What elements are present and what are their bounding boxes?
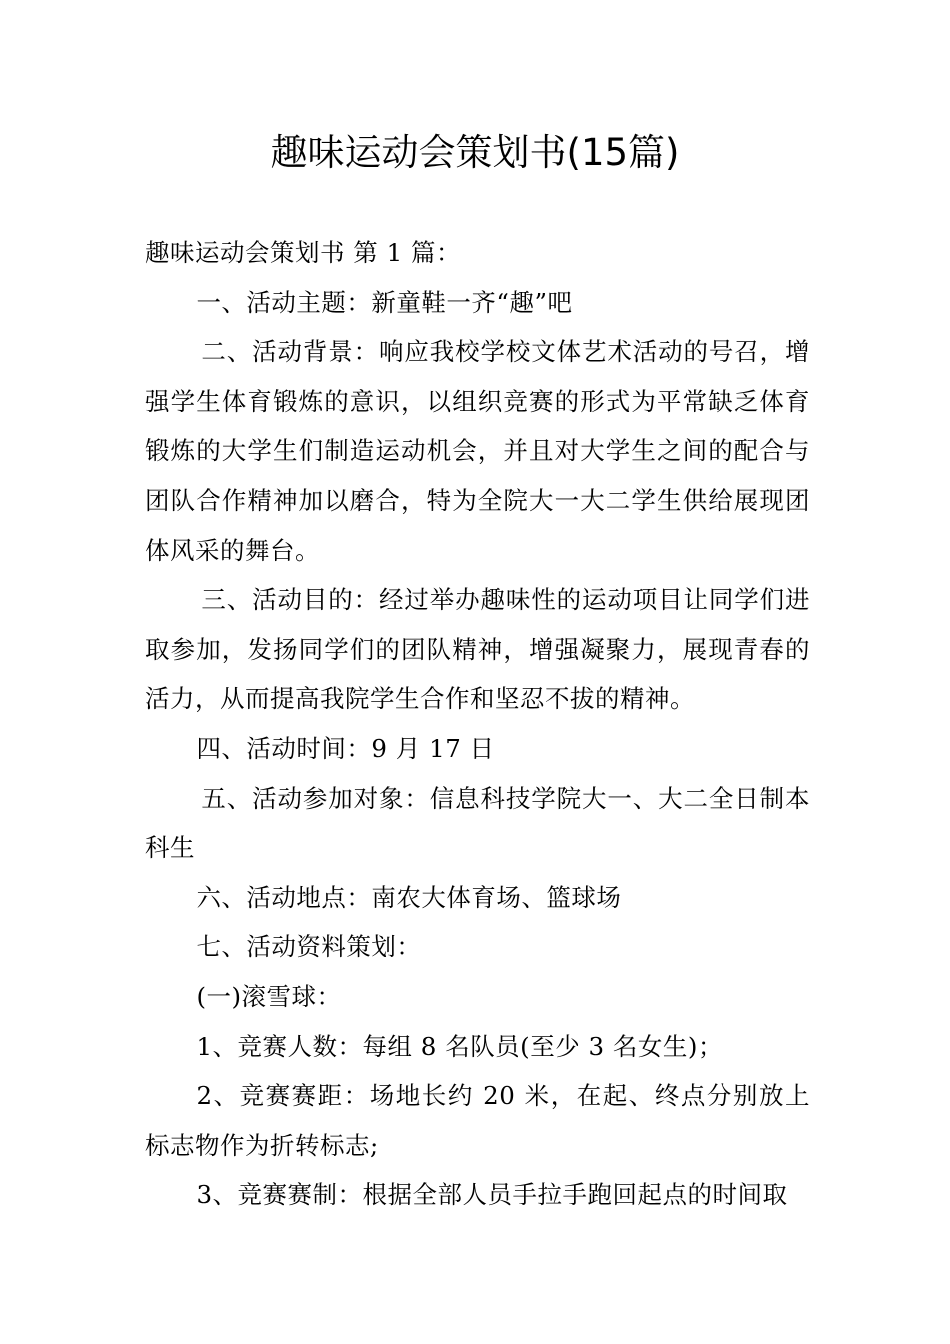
paragraph-rule-2: 2、竞赛赛距：场地长约 20 米，在起、终点分别放上标志物作为折转标志; <box>145 1081 810 1160</box>
paragraph-participants: 五、活动参加对象：信息科技学院大一、大二全日制本科生 <box>145 783 810 863</box>
paragraph-content-planning: 七、活动资料策划： <box>196 932 422 962</box>
paragraph-snowball-heading: (一)滚雪球： <box>196 981 342 1011</box>
document-body <box>145 228 810 1220</box>
document-title: 趣味运动会策划书(15篇) <box>270 131 680 174</box>
paragraph-activity-purpose: 三、活动目的：经过举办趣味性的运动项目让同学们进取参加，发扬同学们的团队精神，增强凝聚力，展现青春的活力，从而提高我院学生合作和坚忍不拔的精神。 <box>145 585 810 714</box>
paragraph-rule-3: 3、竞赛赛制：根据全部人员手拉手跑回起点的时间取 <box>196 1180 788 1210</box>
paragraph-rule-1: 1、竞赛人数：每组 8 名队员(至少 3 名女生)； <box>196 1031 723 1061</box>
section-heading: 趣味运动会策划书 第 1 篇： <box>145 238 461 267</box>
paragraph-activity-time: 四、活动时间：9 月 17 日 <box>196 733 495 763</box>
paragraph-activity-theme: 一、活动主题：新童鞋一齐“趣”吧 <box>196 287 573 317</box>
paragraph-venue: 六、活动地点：南农大体育场、篮球场 <box>196 882 622 912</box>
paragraph-activity-background: 二、活动背景：响应我校学校文体艺术活动的号召，增强学生体育锻炼的意识，以组织竞赛的形式为平常缺乏体育锻炼的大学生们制造运动机会，并且对大学生之间的配合与团队合作精神加以磨合，特为全院大一大二学生供给展现团体风采的舞台。 <box>145 337 810 565</box>
